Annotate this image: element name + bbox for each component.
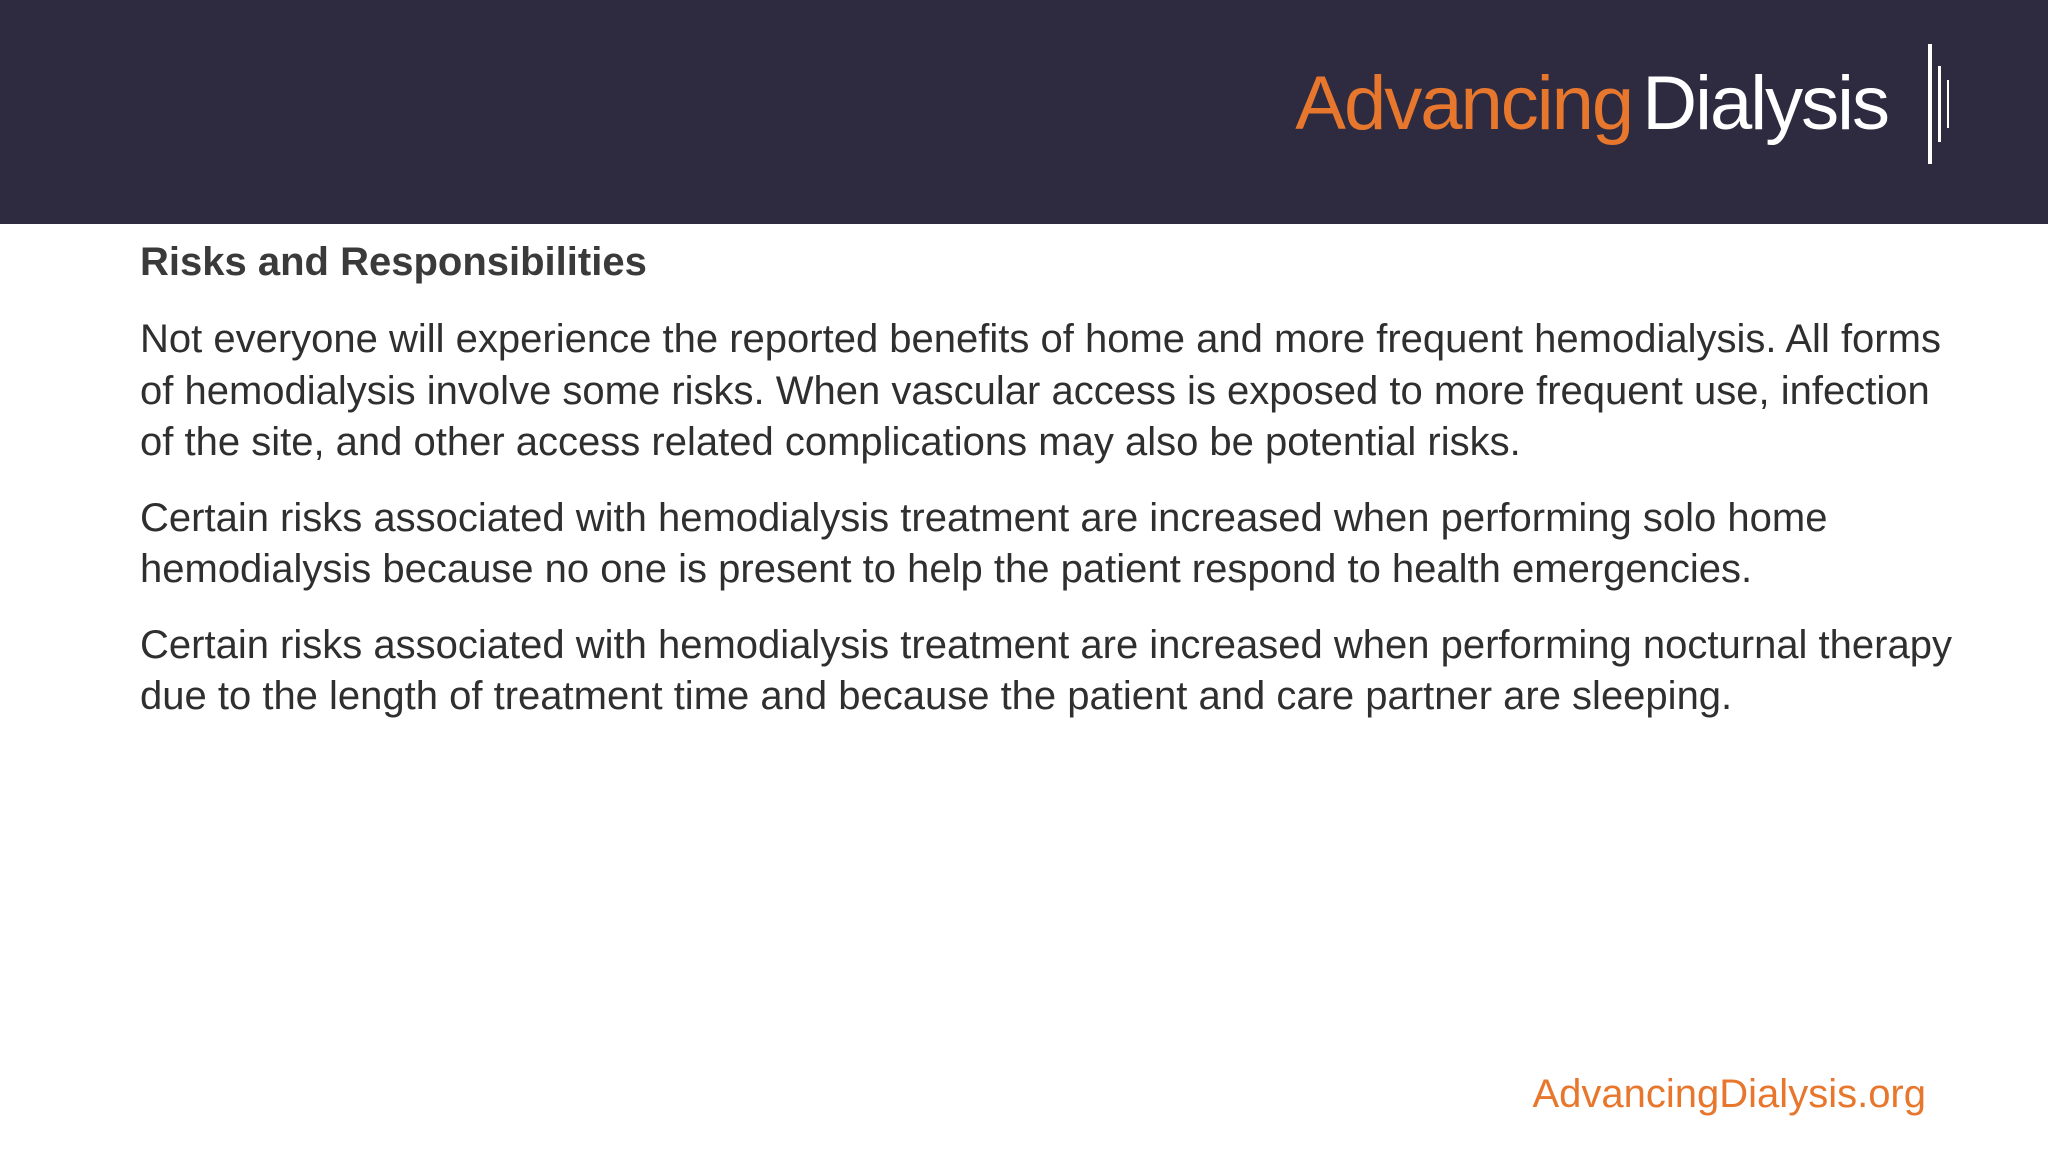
logo-word-dialysis: Dialysis [1642,61,1888,146]
logo-bars-icon [1924,44,1954,164]
body-paragraph-solo-home: Certain risks associated with hemodialysis treatment are increased when performing solo home hemodialysis because no one is present to help the patient respond to health emergencies. [140,495,1828,591]
advancing-dialysis-logo [1295,44,1954,164]
logo-wordmark [1295,61,1888,146]
page-title: Risks and Responsibilities [140,240,647,284]
slide-content [140,236,1960,747]
footer-website-url: AdvancingDialysis.org [1532,1072,1926,1116]
logo-word-advancing: Advancing [1295,61,1633,146]
body-paragraph-nocturnal: Certain risks associated with hemodialysis treatment are increased when performing nocturnal therapy due to the length of treatment time and because the patient and care partner are sleeping. [140,622,1952,718]
body-paragraph-benefits-risks: Not everyone will experience the reported benefits of home and more frequent hemodialysis. All forms of hemodialysis involve some risks. When vascular access is exposed to more frequent use, infection of the site, and other access related complications may also be potential risks. [140,317,1941,464]
header-bar [0,0,2048,224]
